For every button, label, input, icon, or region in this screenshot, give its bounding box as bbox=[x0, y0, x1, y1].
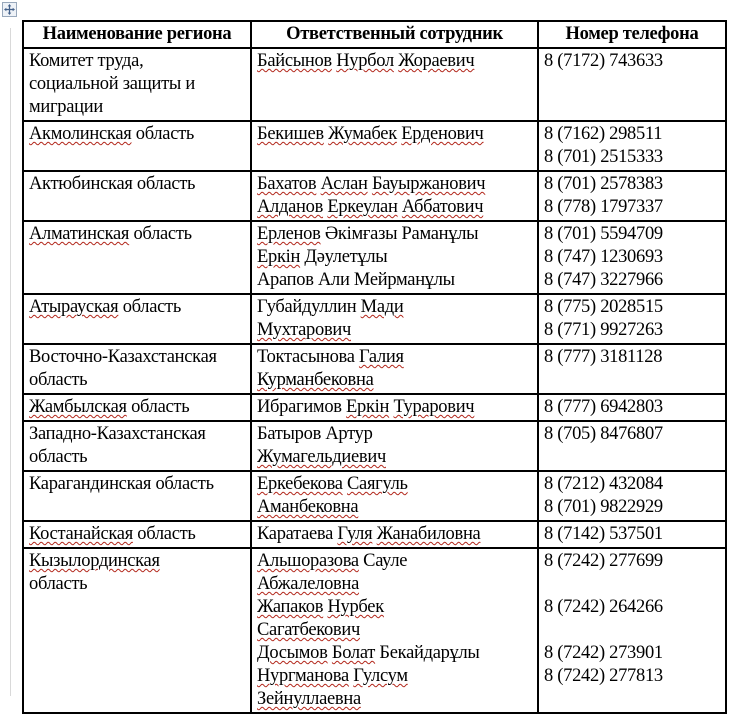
word: область bbox=[131, 397, 190, 417]
misspelled-word: Жанабиловна bbox=[376, 524, 481, 544]
misspelled-word: Курманбековна bbox=[257, 370, 374, 390]
header-phone[interactable]: Номер телефона bbox=[538, 21, 726, 48]
table-row bbox=[23, 48, 726, 121]
misspelled-word: Мухтарович bbox=[257, 320, 351, 340]
word: (7142) bbox=[557, 524, 605, 544]
word: Арапов bbox=[257, 270, 314, 290]
word: Батыров bbox=[257, 424, 322, 444]
text-line bbox=[544, 319, 722, 342]
text-line bbox=[257, 665, 534, 688]
region-cell[interactable] bbox=[23, 48, 251, 121]
word: 298511 bbox=[609, 124, 663, 144]
text-line bbox=[257, 246, 534, 269]
region-cell[interactable] bbox=[23, 221, 251, 294]
header-region[interactable]: Наименование региона bbox=[23, 21, 251, 48]
word: 8 bbox=[544, 51, 553, 71]
word: 8 bbox=[544, 474, 553, 494]
misspelled-word: Акмолинская bbox=[29, 124, 132, 144]
word: защиты bbox=[122, 74, 182, 94]
employee-cell[interactable] bbox=[251, 521, 538, 548]
word: 8476807 bbox=[600, 424, 663, 444]
misspelled-word: Галия bbox=[358, 347, 404, 367]
misspelled-word: Еркеулан bbox=[327, 197, 398, 217]
employee-cell[interactable] bbox=[251, 344, 538, 394]
employee-cell[interactable] bbox=[251, 471, 538, 521]
table-row bbox=[23, 221, 726, 294]
text-line bbox=[257, 50, 534, 73]
word: (7242) bbox=[557, 666, 605, 686]
misspelled-word: Сагатбекович bbox=[257, 620, 360, 640]
text-line bbox=[257, 269, 534, 292]
word: Губайдуллин bbox=[257, 297, 357, 317]
region-cell[interactable] bbox=[23, 171, 251, 221]
word: 8 bbox=[544, 320, 553, 340]
word: (7242) bbox=[557, 643, 605, 663]
text-line bbox=[257, 596, 534, 619]
text-line bbox=[544, 123, 722, 146]
table-row bbox=[23, 394, 726, 421]
text-line bbox=[544, 550, 722, 573]
text-line bbox=[544, 146, 722, 169]
misspelled-word: Нурбек bbox=[327, 597, 384, 617]
text-line bbox=[257, 369, 534, 392]
word: социальной bbox=[29, 74, 119, 94]
word: 2515333 bbox=[600, 147, 663, 167]
misspelled-word: Абжалеловна bbox=[257, 574, 360, 594]
text-line bbox=[544, 642, 722, 665]
phone-cell[interactable] bbox=[538, 221, 726, 294]
text-line bbox=[29, 73, 247, 96]
word: Ибрагимов bbox=[257, 397, 342, 417]
region-cell[interactable] bbox=[23, 548, 251, 713]
text-line bbox=[257, 123, 534, 146]
word: 3181128 bbox=[600, 347, 663, 367]
word: Бекайдарұлы bbox=[379, 643, 480, 663]
word: 8 bbox=[544, 524, 553, 544]
text-line bbox=[257, 496, 534, 519]
word: Әкімғазы bbox=[324, 224, 398, 244]
employee-cell[interactable] bbox=[251, 121, 538, 171]
text-line bbox=[544, 246, 722, 269]
table-row bbox=[23, 471, 726, 521]
word: 277699 bbox=[609, 551, 663, 571]
text-line bbox=[544, 396, 722, 419]
word: 432084 bbox=[609, 474, 663, 494]
word: Каратаева bbox=[257, 524, 334, 544]
text-line bbox=[29, 296, 247, 319]
word: Западно-Казахстанская bbox=[29, 424, 206, 444]
misspelled-word: Бахатов bbox=[257, 174, 317, 194]
misspelled-word: Бауыржанович bbox=[371, 174, 486, 194]
word: (701) bbox=[557, 174, 596, 194]
word: 5594709 bbox=[600, 224, 663, 244]
word: область bbox=[137, 524, 196, 544]
misspelled-word: Еркін bbox=[257, 247, 301, 267]
word: 8 bbox=[544, 497, 553, 517]
word: 2578383 bbox=[600, 174, 663, 194]
misspelled-word: Аслан bbox=[320, 174, 368, 194]
word: 8 bbox=[544, 297, 553, 317]
word: 273901 bbox=[609, 643, 663, 663]
misspelled-word: Аббатович bbox=[401, 197, 484, 217]
misspelled-word: Турарович bbox=[393, 397, 475, 417]
text-line bbox=[544, 296, 722, 319]
region-cell[interactable] bbox=[23, 421, 251, 471]
text-line bbox=[257, 473, 534, 496]
misspelled-word: Кызылординская bbox=[29, 551, 160, 571]
word: 8 bbox=[544, 666, 553, 686]
phone-cell[interactable] bbox=[538, 521, 726, 548]
text-line bbox=[544, 665, 722, 688]
word: 6942803 bbox=[600, 397, 663, 417]
region-cell[interactable] bbox=[23, 471, 251, 521]
word: 9927263 bbox=[600, 320, 663, 340]
word: (7242) bbox=[557, 597, 605, 617]
misspelled-word: Ерленов bbox=[257, 224, 321, 244]
text-line bbox=[257, 688, 534, 711]
text-line bbox=[29, 96, 247, 119]
misspelled-word: Костанайская bbox=[29, 524, 133, 544]
text-line bbox=[544, 423, 722, 446]
text-line bbox=[544, 688, 722, 711]
region-cell[interactable] bbox=[23, 294, 251, 344]
misspelled-word: Алданов bbox=[257, 197, 324, 217]
text-line bbox=[257, 296, 534, 319]
phone-cell[interactable] bbox=[538, 121, 726, 171]
misspelled-word: Мади bbox=[360, 297, 404, 317]
text-line bbox=[29, 523, 247, 546]
text-line bbox=[544, 223, 722, 246]
table-row bbox=[23, 294, 726, 344]
word: Мейрманұлы bbox=[353, 270, 455, 290]
word: (7162) bbox=[557, 124, 605, 144]
word: Комитет bbox=[29, 51, 94, 71]
misspelled-word: Жапаков bbox=[257, 597, 324, 617]
word: область bbox=[133, 224, 192, 244]
phone-cell[interactable] bbox=[538, 421, 726, 471]
word: труда, bbox=[97, 51, 144, 71]
text-line bbox=[544, 269, 722, 292]
text-line bbox=[257, 423, 534, 446]
text-line bbox=[29, 396, 247, 419]
word: область bbox=[122, 297, 181, 317]
text-line bbox=[544, 346, 722, 369]
text-line bbox=[257, 223, 534, 246]
misspelled-word: Ерденович bbox=[401, 124, 484, 144]
word: 3227966 bbox=[600, 270, 663, 290]
word: область bbox=[135, 124, 195, 144]
misspelled-word: Нургманова bbox=[257, 666, 349, 686]
word: (778) bbox=[557, 197, 596, 217]
misspelled-word: Болат bbox=[331, 643, 376, 663]
table-row bbox=[23, 344, 726, 394]
word: 8 bbox=[544, 270, 553, 290]
word: Токтасынова bbox=[257, 347, 355, 367]
word: (747) bbox=[557, 270, 596, 290]
word: 8 bbox=[544, 397, 553, 417]
misspelled-word: Альшоразова bbox=[257, 551, 359, 571]
text-line bbox=[257, 573, 534, 596]
word: 8 bbox=[544, 551, 553, 571]
word: 8 bbox=[544, 643, 553, 663]
text-line bbox=[257, 173, 534, 196]
word: 537501 bbox=[609, 524, 663, 544]
employee-cell[interactable] bbox=[251, 548, 538, 713]
misspelled-word: Атырауская bbox=[29, 297, 119, 317]
region-cell[interactable] bbox=[23, 521, 251, 548]
text-line bbox=[29, 123, 247, 146]
text-line bbox=[257, 523, 534, 546]
phone-cell[interactable] bbox=[538, 471, 726, 521]
text-line bbox=[544, 619, 722, 642]
word: 1230693 bbox=[600, 247, 663, 267]
text-line bbox=[257, 642, 534, 665]
employee-cell[interactable] bbox=[251, 294, 538, 344]
text-line bbox=[544, 596, 722, 619]
word: 8 bbox=[544, 224, 553, 244]
table-row bbox=[23, 121, 726, 171]
contacts-table bbox=[22, 20, 727, 714]
word: Сауле bbox=[363, 551, 408, 571]
text-line bbox=[257, 396, 534, 419]
misspelled-word: Досымов bbox=[257, 643, 328, 663]
misspelled-word: Аманбековна bbox=[257, 497, 359, 517]
text-line bbox=[29, 223, 247, 246]
text-line bbox=[544, 573, 722, 596]
word: (701) bbox=[557, 224, 596, 244]
word: 743633 bbox=[609, 51, 663, 71]
employee-cell[interactable] bbox=[251, 394, 538, 421]
word: (771) bbox=[557, 320, 596, 340]
text-line bbox=[29, 423, 247, 446]
word: (777) bbox=[557, 347, 596, 367]
word: миграции bbox=[29, 97, 103, 117]
misspelled-word: Зейнуллаевна bbox=[257, 689, 361, 709]
text-line bbox=[544, 173, 722, 196]
word: (777) bbox=[557, 397, 596, 417]
table-row bbox=[23, 521, 726, 548]
text-line bbox=[257, 550, 534, 573]
text-line bbox=[29, 173, 247, 196]
word: 8 bbox=[544, 124, 553, 144]
header-employee[interactable]: Ответственный сотрудник bbox=[251, 21, 538, 48]
misspelled-word: Гулсум bbox=[353, 666, 408, 686]
word: 264266 bbox=[609, 597, 663, 617]
text-line bbox=[29, 573, 247, 596]
misspelled-word: Жумагельдиевич bbox=[257, 447, 386, 467]
phone-cell[interactable] bbox=[538, 394, 726, 421]
word: 8 bbox=[544, 247, 553, 267]
header-row bbox=[23, 21, 726, 48]
table-body bbox=[23, 48, 726, 713]
text-line bbox=[29, 50, 247, 73]
phone-cell[interactable] bbox=[538, 48, 726, 121]
word: (775) bbox=[557, 297, 596, 317]
word: (7212) bbox=[557, 474, 605, 494]
misspelled-word: Еркебекова bbox=[257, 474, 343, 494]
word: Артур bbox=[325, 424, 373, 444]
word: 8 bbox=[544, 347, 553, 367]
word: Восточно-Казахстанская bbox=[29, 347, 217, 367]
word: Али bbox=[318, 270, 350, 290]
word: 8 bbox=[544, 197, 553, 217]
text-line bbox=[544, 523, 722, 546]
word: область bbox=[155, 474, 214, 494]
word: 2028515 bbox=[600, 297, 663, 317]
employee-cell[interactable] bbox=[251, 171, 538, 221]
word: 8 bbox=[544, 597, 553, 617]
phone-cell[interactable] bbox=[538, 548, 726, 713]
word: область bbox=[29, 574, 88, 594]
misspelled-word: Гуля bbox=[337, 524, 373, 544]
page-margin-line bbox=[10, 28, 11, 696]
word: (7242) bbox=[557, 551, 605, 571]
word: 8 bbox=[544, 174, 553, 194]
word: (7172) bbox=[557, 51, 605, 71]
text-line bbox=[257, 319, 534, 342]
word: (705) bbox=[557, 424, 596, 444]
word: 1797337 bbox=[600, 197, 663, 217]
text-line bbox=[544, 50, 722, 73]
text-line bbox=[257, 446, 534, 469]
word: (747) bbox=[557, 247, 596, 267]
misspelled-word: Алматинская bbox=[29, 224, 130, 244]
word: 8 bbox=[544, 424, 553, 444]
word: Актюбинская bbox=[29, 174, 133, 194]
word: 9822929 bbox=[600, 497, 663, 517]
table-row bbox=[23, 548, 726, 713]
word: Карагандинская bbox=[29, 474, 152, 494]
word: (701) bbox=[557, 147, 596, 167]
misspelled-word: Бекишев bbox=[257, 124, 324, 144]
employee-cell[interactable] bbox=[251, 221, 538, 294]
employee-cell[interactable] bbox=[251, 421, 538, 471]
phone-cell[interactable] bbox=[538, 171, 726, 221]
region-cell[interactable] bbox=[23, 394, 251, 421]
region-cell[interactable] bbox=[23, 121, 251, 171]
move-arrows-icon bbox=[4, 4, 15, 15]
word: и bbox=[185, 74, 196, 94]
word: Раманұлы bbox=[401, 224, 479, 244]
table-row bbox=[23, 421, 726, 471]
text-line bbox=[29, 369, 247, 392]
misspelled-word: Жамбылская bbox=[29, 397, 127, 417]
text-line bbox=[544, 496, 722, 519]
misspelled-word: Саягуль bbox=[347, 474, 408, 494]
misspelled-word: Жораевич bbox=[398, 51, 475, 71]
text-line bbox=[257, 346, 534, 369]
word: (701) bbox=[557, 497, 596, 517]
employee-cell[interactable] bbox=[251, 48, 538, 121]
misspelled-word: Нурбол bbox=[336, 51, 394, 71]
text-line bbox=[29, 446, 247, 469]
word: 277813 bbox=[609, 666, 663, 686]
word: Дәулетұлы bbox=[304, 247, 388, 267]
misspelled-word: Еркін bbox=[346, 397, 390, 417]
word: 8 bbox=[544, 147, 553, 167]
phone-cell[interactable] bbox=[538, 294, 726, 344]
text-line bbox=[29, 346, 247, 369]
text-line bbox=[257, 619, 534, 642]
misspelled-word: Байсынов bbox=[257, 51, 332, 71]
word: область bbox=[29, 447, 88, 467]
table-row bbox=[23, 171, 726, 221]
table-move-handle[interactable] bbox=[2, 2, 17, 17]
text-line bbox=[257, 196, 534, 219]
text-line bbox=[544, 196, 722, 219]
text-line bbox=[29, 473, 247, 496]
region-cell[interactable] bbox=[23, 344, 251, 394]
text-line bbox=[29, 550, 247, 573]
misspelled-word: Жумабек bbox=[328, 124, 397, 144]
word: область bbox=[136, 174, 196, 194]
text-line bbox=[544, 473, 722, 496]
word: область bbox=[29, 370, 88, 390]
phone-cell[interactable] bbox=[538, 344, 726, 394]
